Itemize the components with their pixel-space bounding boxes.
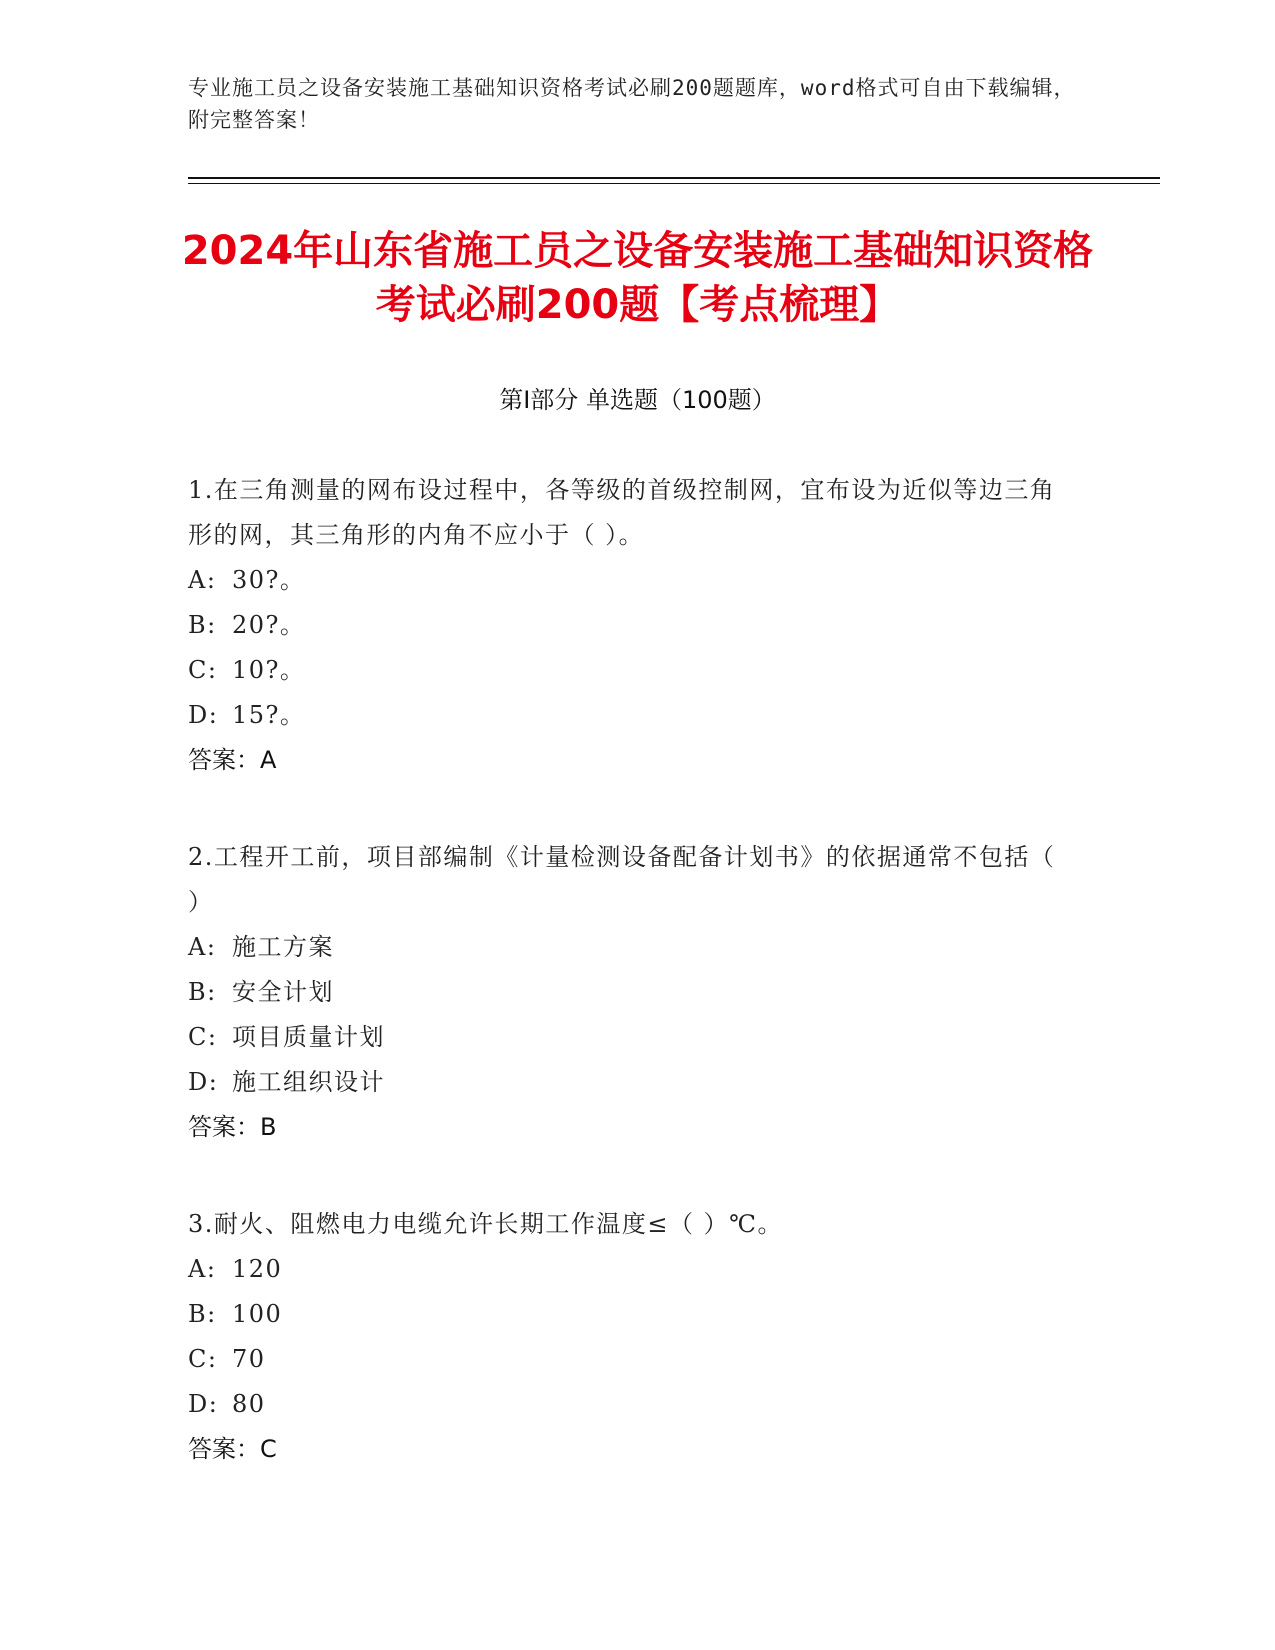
option-a	[188, 925, 1068, 970]
option-a	[188, 1247, 1068, 1292]
option-text: 80	[232, 1390, 266, 1418]
option-a	[188, 558, 1068, 603]
question-stem: 2.工程开工前，项目部编制《计量检测设备配备计划书》的依据通常不包括（ ）	[188, 843, 1056, 916]
option-text: 施工组织设计	[232, 1068, 385, 1096]
header-note: 专业施工员之设备安装施工基础知识资格考试必刷200题题库，word格式可自由下载编辑，附完整答案！	[188, 76, 1076, 132]
option-d	[188, 1382, 1068, 1427]
option-text: 项目质量计划	[232, 1023, 385, 1051]
option-text: 120	[232, 1255, 283, 1283]
header-rule-thin	[188, 183, 1160, 184]
option-letter: D:	[188, 701, 219, 729]
option-text: 70	[232, 1345, 266, 1373]
option-d	[188, 693, 1068, 738]
option-letter: B:	[188, 611, 217, 639]
option-letter: A:	[188, 1255, 217, 1283]
option-b	[188, 1292, 1068, 1337]
question-1	[188, 468, 1068, 783]
option-text: 15?。	[232, 701, 306, 729]
option-c	[188, 648, 1068, 693]
answer-line: 答案：C	[188, 1435, 277, 1463]
question-2	[188, 835, 1068, 1150]
option-text: 安全计划	[232, 978, 334, 1006]
option-d	[188, 1060, 1068, 1105]
option-c	[188, 1337, 1068, 1382]
option-b	[188, 603, 1068, 648]
option-letter: D:	[188, 1390, 219, 1418]
question-stem: 1.在三角测量的网布设过程中，各等级的首级控制网，宜布设为近似等边三角形的网，其三角形的内角不应小于（ ）。	[188, 476, 1056, 549]
option-text: 30?。	[232, 566, 306, 594]
section-title: 第Ⅰ部分 单选题（100题）	[499, 386, 776, 414]
option-text: 20?。	[232, 611, 306, 639]
option-b	[188, 970, 1068, 1015]
option-text: 100	[232, 1300, 283, 1328]
question-3	[188, 1202, 1068, 1472]
option-letter: A:	[188, 933, 217, 961]
option-letter: C:	[188, 1023, 218, 1051]
option-letter: A:	[188, 566, 217, 594]
option-letter: C:	[188, 1345, 218, 1373]
option-letter: D:	[188, 1068, 219, 1096]
question-stem: 3.耐火、阻燃电力电缆允许长期工作温度≤（ ）℃。	[188, 1210, 783, 1238]
document-title: 2024年山东省施工员之设备安装施工基础知识资格考试必刷200题【考点梳理】	[181, 228, 1094, 328]
option-letter: B:	[188, 978, 217, 1006]
option-text: 10?。	[232, 656, 306, 684]
header-rule-thick	[188, 177, 1160, 179]
option-letter: C:	[188, 656, 218, 684]
option-c	[188, 1015, 1068, 1060]
answer-line: 答案：A	[188, 746, 277, 774]
option-text: 施工方案	[232, 933, 334, 961]
option-letter: B:	[188, 1300, 217, 1328]
answer-line: 答案：B	[188, 1113, 277, 1141]
question-list	[188, 468, 1068, 1524]
